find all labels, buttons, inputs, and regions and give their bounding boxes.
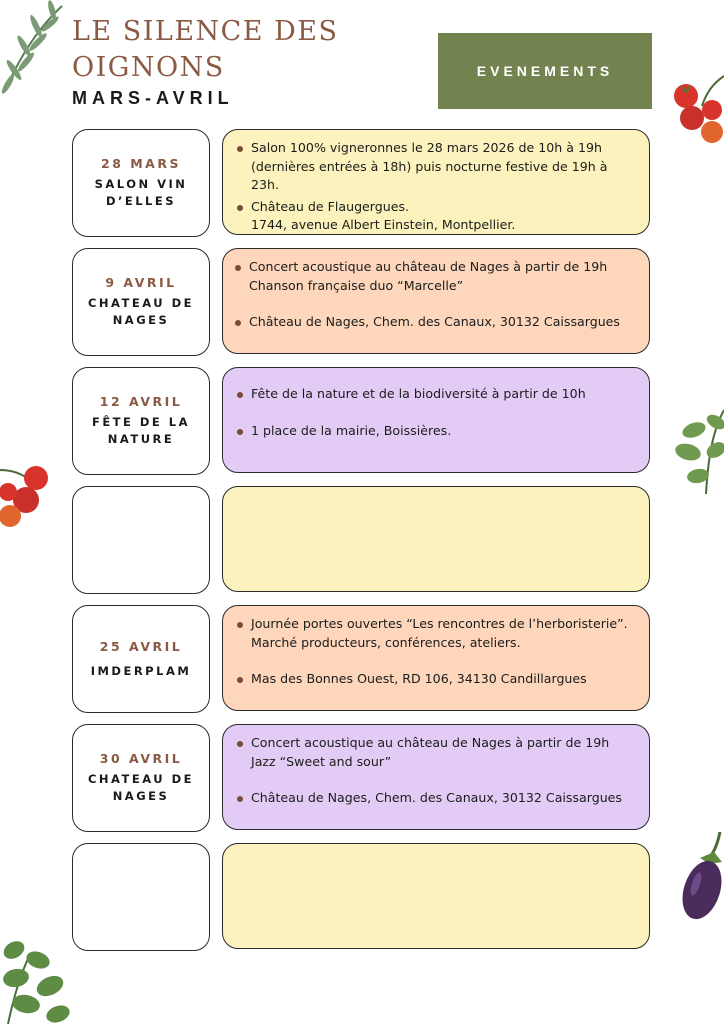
basil-illustration [0, 936, 74, 1024]
event-date-box [72, 248, 210, 356]
event-date: 12 AVRIL [99, 394, 183, 409]
event-date-box [72, 367, 210, 475]
event-info-box [222, 843, 650, 949]
event-row [72, 129, 652, 237]
event-row [72, 724, 652, 832]
event-date: 28 MARS [101, 156, 181, 171]
event-bullet: Salon 100% vigneronnes le 28 mars 2026 de 10h à 19h (dernières entrées à 18h) puis nocturne festive de 19h à 23h. [237, 139, 635, 195]
event-row [72, 367, 652, 475]
event-info-box [222, 605, 650, 711]
event-info-box [222, 367, 650, 473]
event-place: CHATEAU DE NAGES [87, 296, 195, 327]
tomato-illustration [0, 456, 54, 530]
event-row-empty [72, 486, 652, 594]
event-bullet: Château de Nages, Chem. des Canaux, 30132 Caissargues [237, 789, 635, 808]
event-date-box [72, 129, 210, 237]
event-bullet: 1 place de la mairie, Boissières. [237, 422, 635, 441]
event-date-box [72, 843, 210, 951]
event-row-empty [72, 843, 652, 951]
event-info-box [222, 248, 650, 354]
event-place: FÊTE DE LA NATURE [91, 415, 191, 446]
page-title: LE SILENCE DES OIGNONS [72, 16, 339, 83]
eggplant-illustration [680, 832, 724, 924]
section-tag: EVENEMENTS [438, 33, 652, 109]
basil-illustration [668, 402, 724, 496]
event-bullet: Château de Flaugergues. 1744, avenue Albert Einstein, Montpellier. [237, 198, 635, 235]
event-place: CHATEAU DE NAGES [87, 772, 195, 803]
event-bullet: Concert acoustique au château de Nages à partir de 19h Chanson française duo “Marcelle” [235, 258, 635, 295]
event-date-box [72, 486, 210, 594]
event-info-box [222, 129, 650, 235]
rosemary-illustration [0, 0, 70, 95]
event-date-box [72, 605, 210, 713]
event-info-box [222, 486, 650, 592]
event-bullet: Mas des Bonnes Ouest, RD 106, 34130 Candillargues [237, 670, 635, 689]
event-date: 30 AVRIL [99, 751, 183, 766]
event-bullet: Concert acoustique au château de Nages à partir de 19h Jazz “Sweet and sour” [237, 734, 635, 771]
event-date-box [72, 724, 210, 832]
tomato-illustration [668, 72, 724, 148]
page-subtitle: MARS-AVRIL [72, 88, 234, 108]
event-info-box [222, 724, 650, 830]
event-place: SALON VIN D’ELLES [94, 177, 188, 208]
event-bullet: Fête de la nature et de la biodiversité à partir de 10h [237, 385, 635, 404]
event-bullet: Journée portes ouvertes “Les rencontres de l’herboristerie”. Marché producteurs, conférences, ateliers. [237, 615, 635, 652]
event-date: 9 AVRIL [105, 275, 177, 290]
event-bullet: Château de Nages, Chem. des Canaux, 30132 Caissargues [235, 313, 635, 332]
event-row [72, 605, 652, 713]
event-date: 25 AVRIL [99, 638, 183, 654]
event-place: IMDERPLAM [90, 663, 192, 678]
event-row [72, 248, 652, 356]
